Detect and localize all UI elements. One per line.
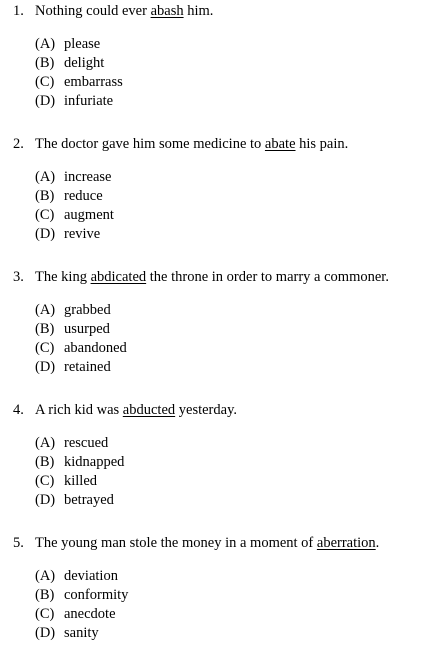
option-text: betrayed bbox=[64, 492, 114, 508]
question-text-after: yesterday. bbox=[175, 402, 238, 418]
option-text: deviation bbox=[64, 568, 118, 584]
option-text: reduce bbox=[64, 188, 103, 204]
question-text-before: Nothing could ever bbox=[35, 3, 151, 19]
question-text-after: him. bbox=[183, 3, 214, 19]
option-letter: (C) bbox=[35, 74, 55, 90]
question-text bbox=[35, 534, 379, 553]
question-text-after: the throne in order to marry a commoner. bbox=[146, 269, 389, 285]
option-letter: (C) bbox=[35, 473, 55, 489]
vocabulary-word: abducted bbox=[122, 402, 176, 418]
option-text: conformity bbox=[64, 587, 129, 603]
option-text: grabbed bbox=[64, 302, 111, 318]
option-letter: (C) bbox=[35, 207, 55, 223]
option-letter: (B) bbox=[35, 55, 55, 71]
question-text-before: A rich kid was bbox=[35, 402, 123, 418]
question-number: 3. bbox=[13, 269, 24, 285]
vocabulary-word: abash bbox=[150, 3, 184, 19]
option-letter: (C) bbox=[35, 606, 55, 622]
question-number: 5. bbox=[13, 535, 24, 551]
option-text: revive bbox=[64, 226, 101, 242]
option-letter: (B) bbox=[35, 321, 55, 337]
option-letter: (D) bbox=[35, 226, 56, 242]
option-text: increase bbox=[64, 169, 112, 185]
question-number: 2. bbox=[13, 136, 24, 152]
vocabulary-word: abdicated bbox=[90, 269, 147, 285]
question-number: 4. bbox=[13, 402, 24, 418]
option-letter: (C) bbox=[35, 340, 55, 356]
option-text: rescued bbox=[64, 435, 109, 451]
option-text: delight bbox=[64, 55, 105, 71]
option-text: killed bbox=[64, 473, 98, 489]
question-text bbox=[35, 401, 237, 420]
option-text: kidnapped bbox=[64, 454, 125, 470]
question-text-after: . bbox=[375, 535, 380, 551]
option-letter: (A) bbox=[35, 302, 56, 318]
vocabulary-word: abate bbox=[264, 136, 296, 152]
option-text: abandoned bbox=[64, 340, 127, 356]
option-text: usurped bbox=[64, 321, 110, 337]
question-text-after: his pain. bbox=[295, 136, 349, 152]
option-letter: (A) bbox=[35, 435, 56, 451]
option-text: retained bbox=[64, 359, 111, 375]
option-letter: (D) bbox=[35, 492, 56, 508]
option-letter: (A) bbox=[35, 36, 56, 52]
option-letter: (B) bbox=[35, 454, 55, 470]
option-text: sanity bbox=[64, 625, 99, 641]
option-text: please bbox=[64, 36, 101, 52]
option-letter: (D) bbox=[35, 625, 56, 641]
question-text-before: The doctor gave him some medicine to bbox=[35, 136, 265, 152]
option-letter: (A) bbox=[35, 568, 56, 584]
question-text bbox=[35, 268, 389, 287]
option-letter: (B) bbox=[35, 587, 55, 603]
option-text: infuriate bbox=[64, 93, 114, 109]
option-letter: (D) bbox=[35, 359, 56, 375]
option-letter: (D) bbox=[35, 93, 56, 109]
option-text: embarrass bbox=[64, 74, 123, 90]
question-text bbox=[35, 135, 348, 154]
option-text: augment bbox=[64, 207, 114, 223]
option-text: anecdote bbox=[64, 606, 116, 622]
question-number: 1. bbox=[13, 3, 24, 19]
question-text bbox=[35, 2, 213, 21]
option-letter: (B) bbox=[35, 188, 55, 204]
question-text-before: The king bbox=[35, 269, 91, 285]
option-letter: (A) bbox=[35, 169, 56, 185]
vocabulary-word: aberration bbox=[316, 535, 376, 551]
question-text-before: The young man stole the money in a moment of bbox=[35, 535, 317, 551]
